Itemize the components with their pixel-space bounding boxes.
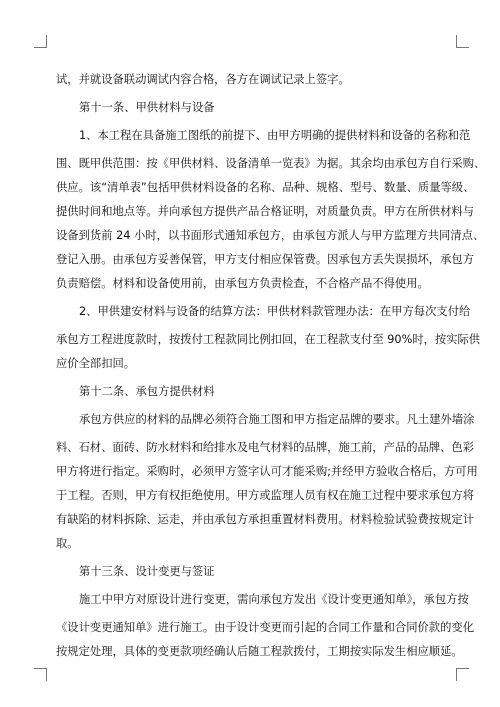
- crop-mark-top-right: [456, 35, 469, 48]
- text-line: 第十三条、设计变更与签证: [79, 565, 215, 578]
- text-line: 设备到货前 24 小时，以书面形式通知承包方，由承包方派人与甲方监理方共同清点、: [56, 229, 485, 242]
- crop-mark-top-left: [34, 35, 47, 48]
- text-line: 围、既甲供范围：按《甲供材料、设备清单一览表》为据。其余均由承包方自行采购、: [56, 157, 486, 170]
- text-line: 按规定处理，具体的变更款项经确认后随工程款拨付，工期按实际发生相应顺延。: [56, 645, 463, 658]
- text-line: 试，并就设备联动调试内容合格，各方在调试记录上签字。: [56, 73, 350, 86]
- text-line: 《设计变更通知单》进行施工。由于设计变更而引起的合同工作量和合同价款的变化: [56, 621, 474, 634]
- text-line: 承包方工程进度款时，按拨付工程款同比例扣回，在工程款支付至 90%时，按实际供: [56, 333, 481, 346]
- text-line: 负责赔偿。材料和设备使用前，由承包方负责检查，不合格产品不得使用。: [56, 277, 429, 290]
- text-line: 承包方供应的材料的品牌必须符合施工图和甲方指定品牌的要求。凡土建外墙涂: [79, 413, 475, 426]
- text-line: 施工中甲方对原设计进行变更，需向承包方发出《设计变更通知单》，承包方按: [79, 593, 469, 606]
- document-body: [56, 68, 486, 664]
- text-line: 第十一条、甲供材料与设备: [79, 101, 215, 114]
- text-line: 甲方将进行指定。采购时，必须甲方签字认可才能采购;并经甲方验收合格后，方可用: [56, 465, 478, 478]
- text-line: 应价全部扣回。: [56, 357, 136, 370]
- text-line: 有缺陷的材料拆除、运走，并由承包方承担重置材料费用。材料检验试验费按规定计: [56, 513, 474, 526]
- text-line: 第十二条、承包方提供材料: [79, 385, 215, 398]
- text-line: 取。: [56, 537, 79, 550]
- text-line: 于工程。否则，甲方有权拒绝使用。甲方或监理人员有权在施工过程中要求承包方将: [56, 489, 474, 502]
- text-line: 供应。该“清单表”包括甲供材料设备的名称、品种、规格、型号、数量、质量等级、: [56, 181, 475, 194]
- text-line: 提供时间和地点等。并向承包方提供产品合格证明，对质量负责。甲方在所供材料与: [56, 205, 474, 218]
- text-line: 料、石材、面砖、防水材料和给排水及电气材料的品牌，施工前，产品的品牌、色彩: [56, 441, 474, 454]
- text-line: 1、本工程在具备施工图纸的前提下、由甲方明确的提供材料和设备的名称和范: [79, 129, 471, 142]
- text-line: 登记入册。由承包方妥善保管，甲方支付相应保管费。因承包方丢失误损坏，承包方: [56, 253, 474, 266]
- crop-mark-bottom-left: [34, 668, 47, 681]
- crop-mark-bottom-right: [456, 668, 469, 681]
- text-line: 2、甲供建安材料与设备的结算方法：甲供材料款管理办法：在甲方每次支付给: [79, 305, 471, 318]
